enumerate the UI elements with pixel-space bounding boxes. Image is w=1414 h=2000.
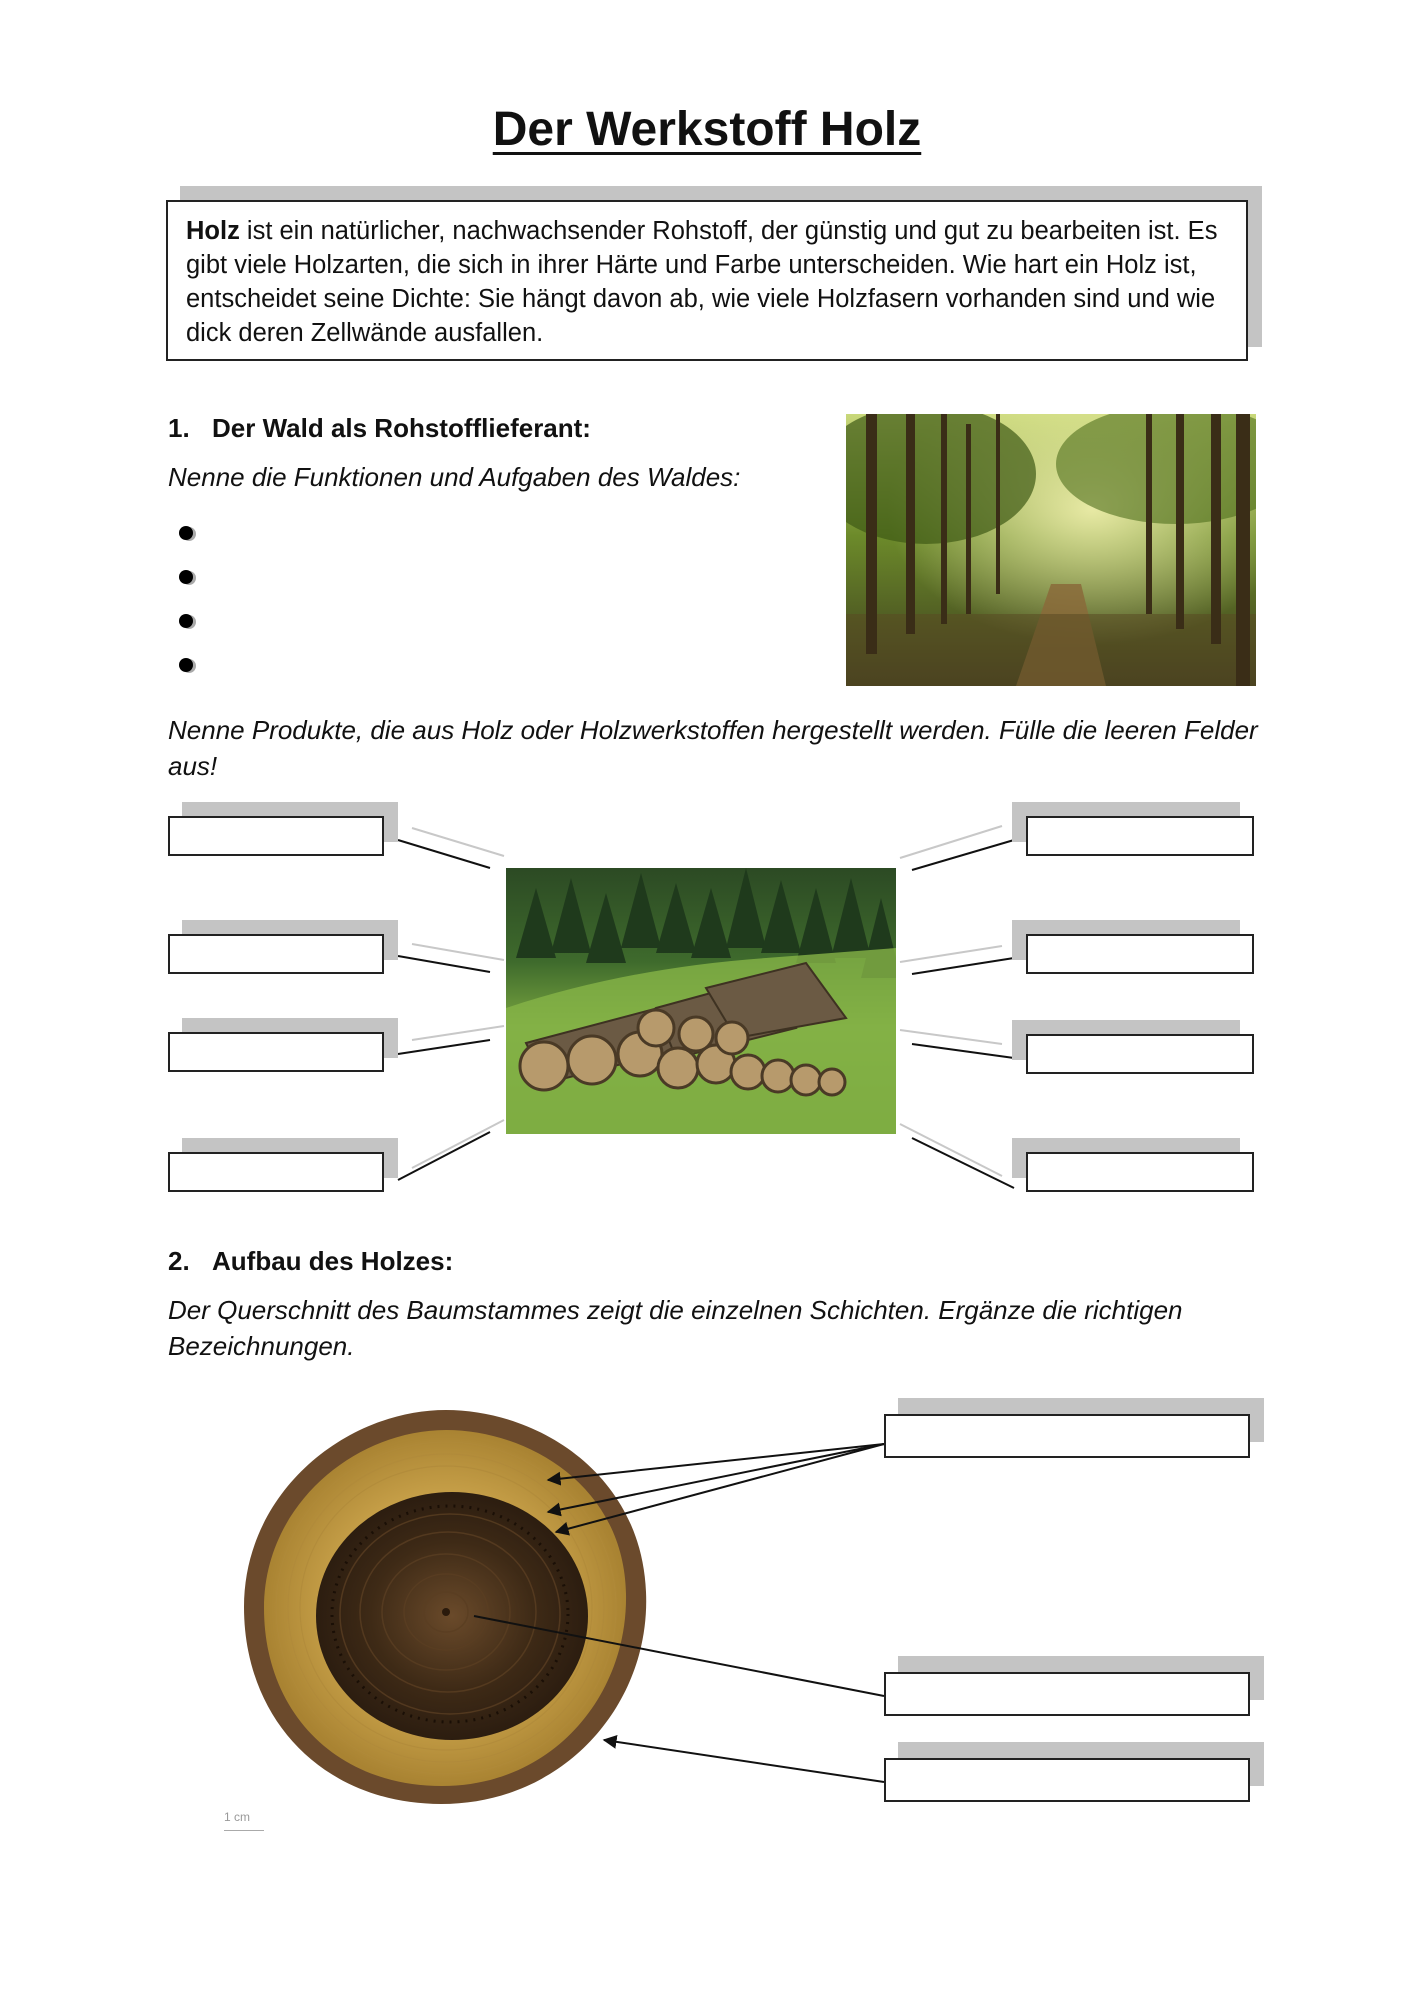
section1-number: 1. xyxy=(168,413,190,443)
intro-text: ist ein natürlicher, nachwachsender Rohstoff, der günstig und gut zu bearbeiten ist. Es gibt viele Holzarten, die sich in ihrer Härte und Farbe unterscheiden. Wie hart ein Holz ist, entscheidet seine Dichte: Sie hängt davon ab, wie viele Holzfasern vorhanden sind und wie dick deren Zellwände ausfallen. xyxy=(186,217,1218,347)
section2-task: Der Querschnitt des Baumstammes zeigt die einzelnen Schichten. Ergänze die richtigen Bezeichnungen. xyxy=(168,1295,1183,1361)
layer-field-2[interactable] xyxy=(884,1672,1250,1716)
scale-bar-line xyxy=(224,1830,264,1831)
page-title: Der Werkstoff Holz xyxy=(492,103,922,156)
section1-task1: Nenne die Funktionen und Aufgaben des Waldes: xyxy=(168,462,741,492)
section1-heading-text: Der Wald als Rohstofflieferant: xyxy=(212,413,591,443)
layer-field-1[interactable] xyxy=(884,1414,1250,1458)
section1-task2: Nenne Produkte, die aus Holz oder Holzwerkstoffen hergestellt werden. Fülle die leeren Felder aus! xyxy=(168,715,1258,781)
layer-field-3[interactable] xyxy=(884,1758,1250,1802)
scale-label: 1 cm xyxy=(224,1810,251,1824)
intro-bold-word: Holz xyxy=(186,217,240,245)
section2-number: 2. xyxy=(168,1246,190,1276)
section2-heading-text: Aufbau des Holzes: xyxy=(212,1246,454,1276)
